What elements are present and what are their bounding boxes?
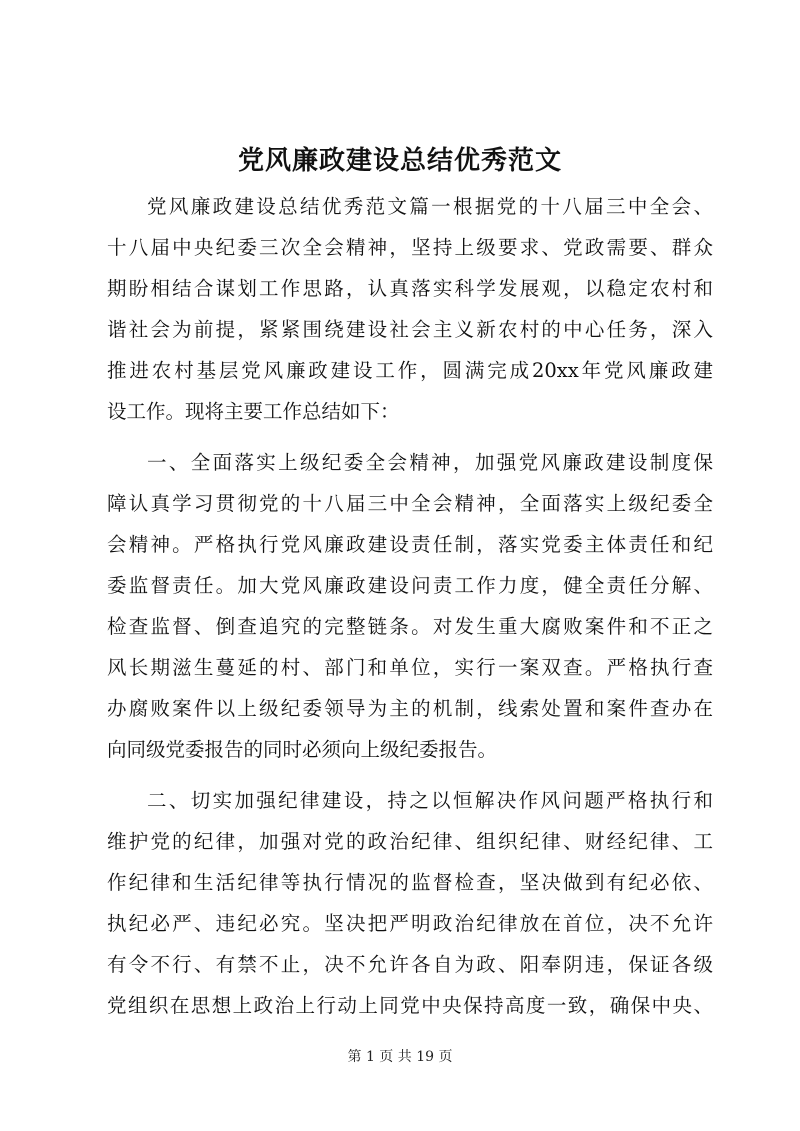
text-line: 维护党的纪律，加强对党的政治纪律、组织纪律、财经纪律、工 — [107, 830, 713, 853]
paragraph-2 — [107, 442, 713, 770]
text-line: 委监督责任。加大党风廉政建设问责工作力度，健全责任分解、 — [107, 574, 713, 597]
page-number: 第 1 页 共 19 页 — [347, 1049, 453, 1065]
text-line: 党风廉政建设总结优秀范文篇一根据党的十八届三中全会、 — [147, 195, 713, 218]
text-line: 风长期滋生蔓延的村、部门和单位，实行一案双查。严格执行查 — [107, 656, 713, 679]
document-body — [107, 186, 713, 1036]
page-footer — [0, 1046, 800, 1066]
text-line: 谐社会为前提，紧紧围绕建设社会主义新农村的中心任务，深入 — [107, 318, 713, 341]
text-line: 障认真学习贯彻党的十八届三中全会精神，全面落实上级纪委全 — [107, 492, 713, 515]
text-line: 向同级党委报告的同时必须向上级纪委报告。 — [107, 738, 498, 761]
text-line: 十八届中央纪委三次全会精神，坚持上级要求、党政需要、群众 — [107, 236, 713, 259]
text-line: 党组织在思想上政治上行动上同党中央保持高度一致，确保中央、 — [107, 994, 713, 1017]
text-line: 会精神。严格执行党风廉政建设责任制，落实党委主体责任和纪 — [107, 533, 713, 556]
paragraph-1 — [107, 186, 713, 432]
text-line: 作纪律和生活纪律等执行情况的监督检查，坚决做到有纪必依、 — [107, 871, 713, 894]
text-line: 有令不行、有禁不止，决不允许各自为政、阳奉阴违，保证各级 — [107, 953, 713, 976]
document-title: 党风廉政建设总结优秀范文 — [237, 146, 562, 176]
text-line: 设工作。现将主要工作总结如下： — [107, 400, 400, 423]
text-line: 执纪必严、违纪必究。坚决把严明政治纪律放在首位，决不允许 — [107, 912, 713, 935]
text-line: 办腐败案件以上级纪委领导为主的机制，线索处置和案件查办在 — [107, 697, 713, 720]
text-line: 一、全面落实上级纪委全会精神，加强党风廉政建设制度保 — [147, 451, 713, 474]
text-line: 二、切实加强纪律建设，持之以恒解决作风问题严格执行和 — [147, 789, 713, 812]
paragraph-3 — [107, 780, 713, 1026]
text-line: 检查监督、倒查追究的完整链条。对发生重大腐败案件和不正之 — [107, 615, 713, 638]
text-line: 期盼相结合谋划工作思路，认真落实科学发展观，以稳定农村和 — [107, 277, 713, 300]
text-line: 推进农村基层党风廉政建设工作，圆满完成20xx年党风廉政建 — [107, 359, 713, 382]
